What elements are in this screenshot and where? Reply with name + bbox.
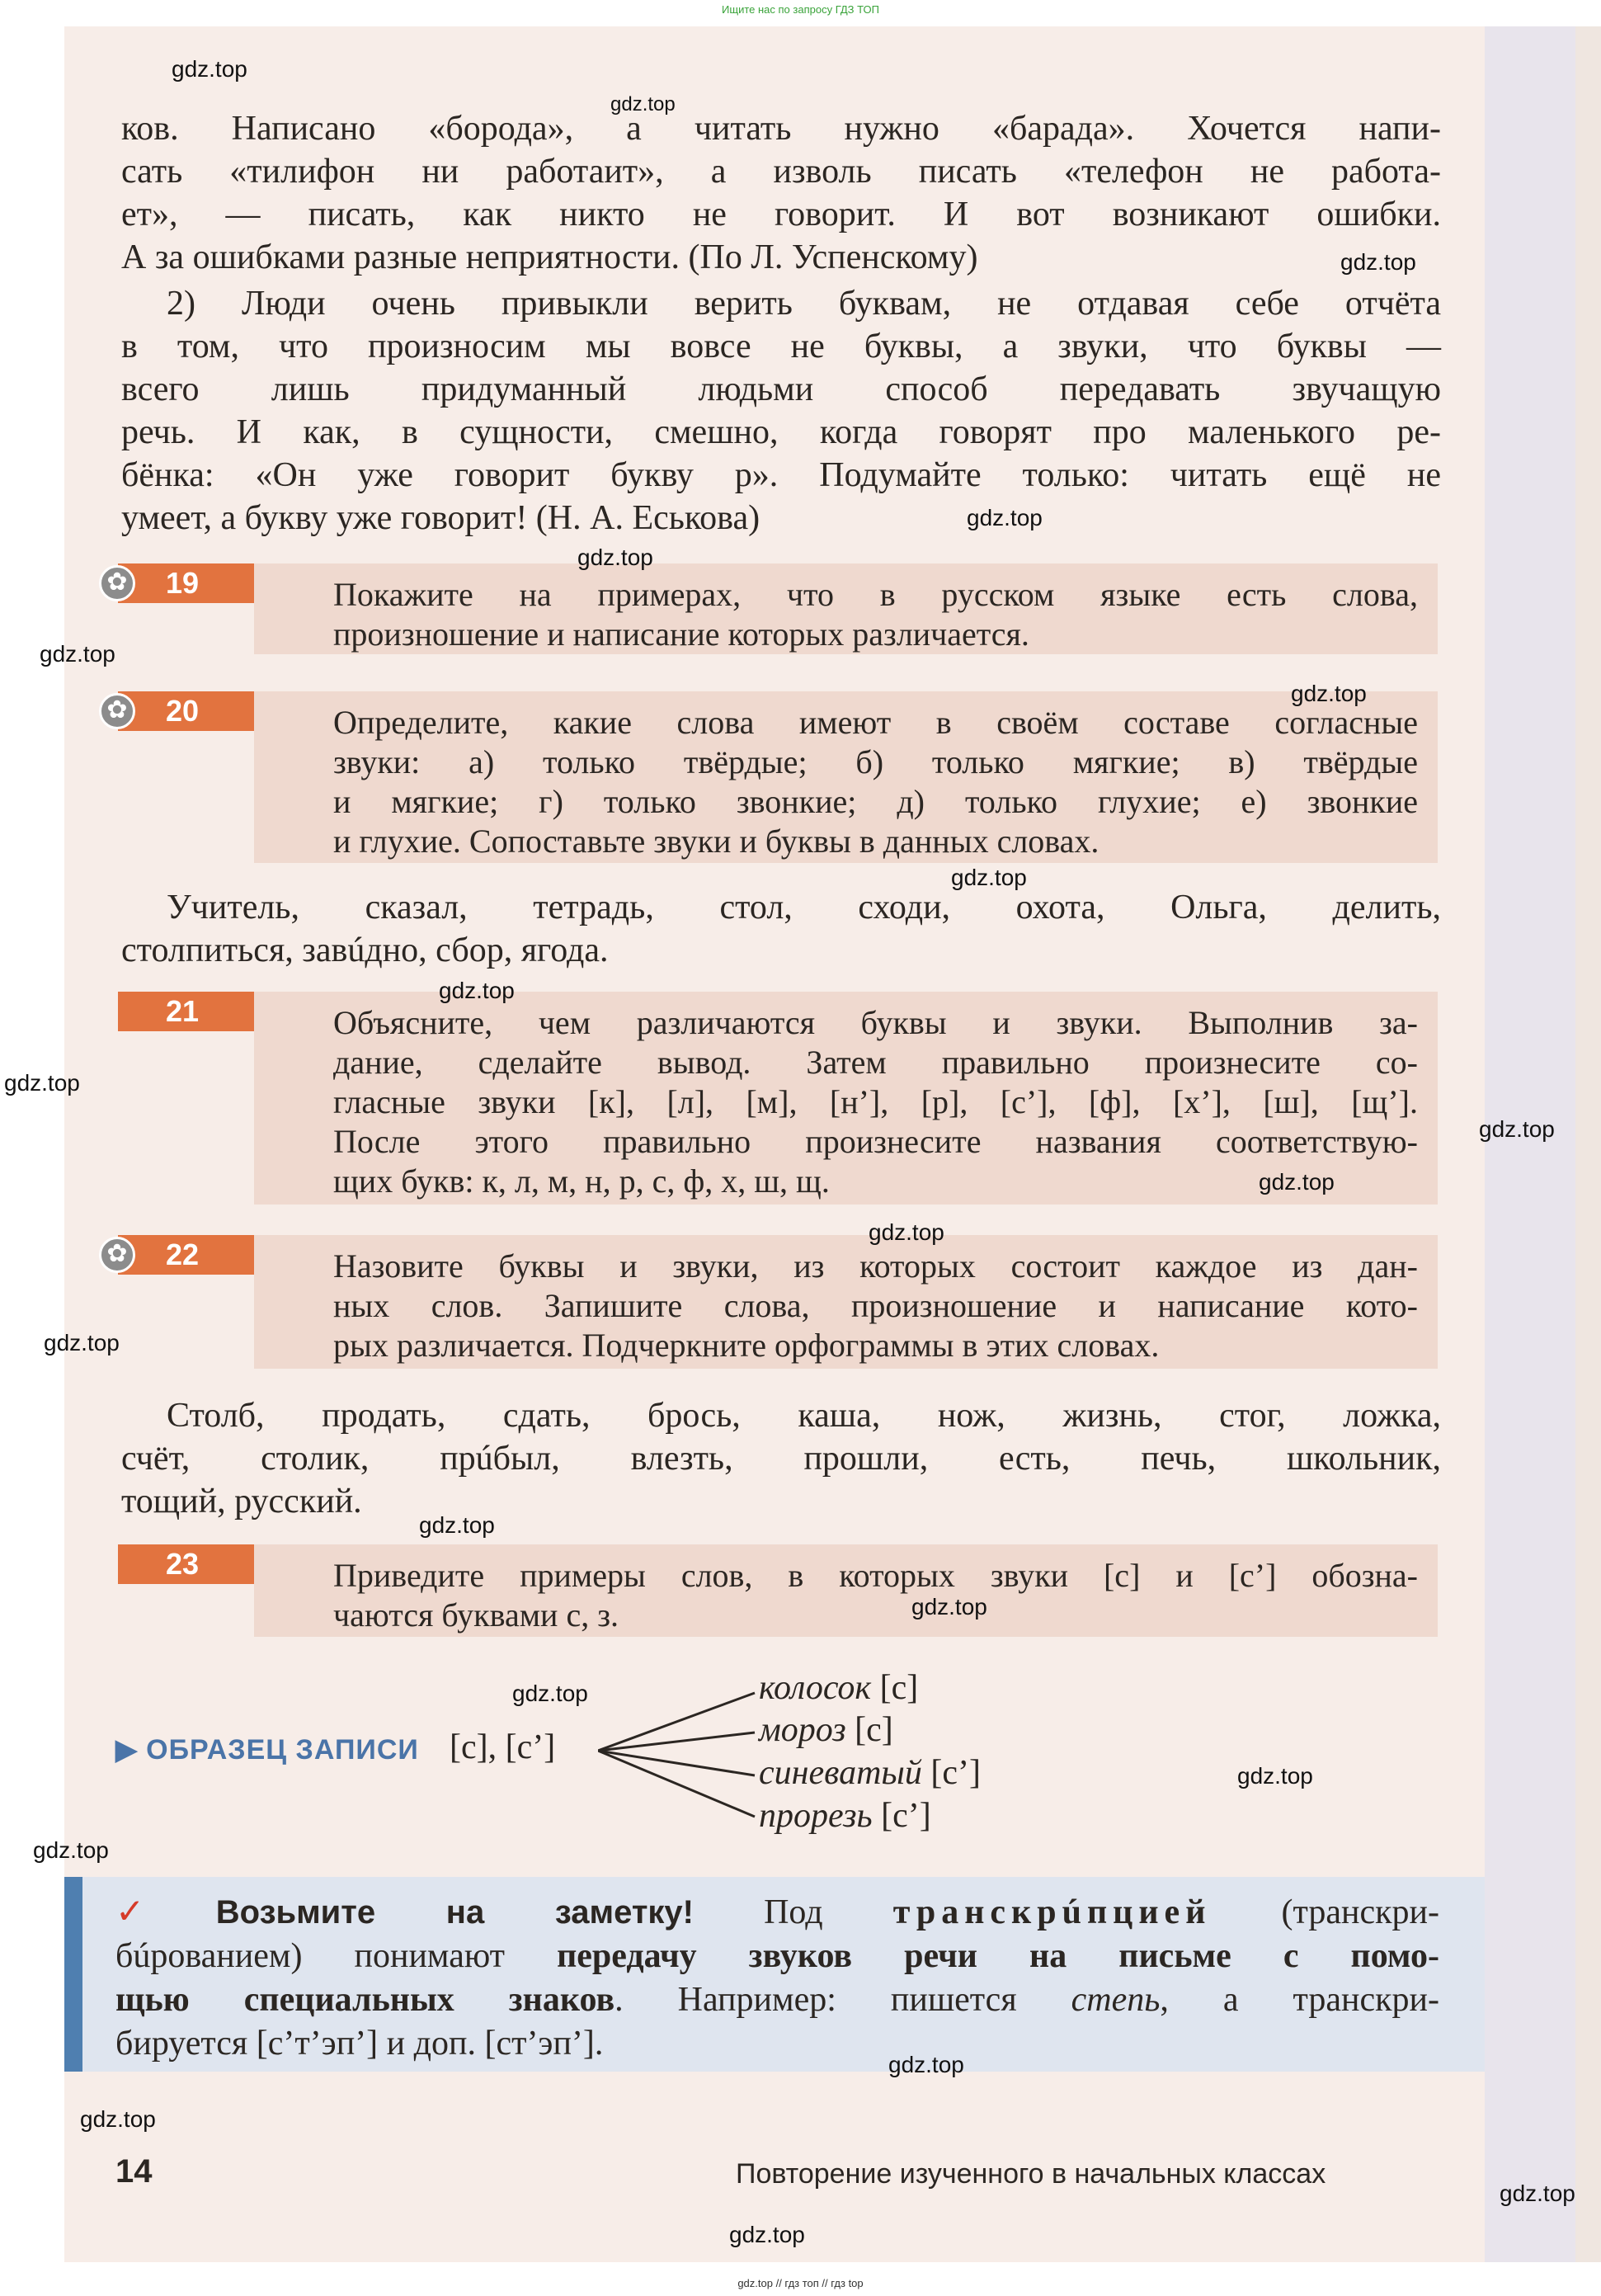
- watermark: gdz.top: [951, 865, 1027, 890]
- task-19: [254, 563, 1438, 654]
- watermark: gdz.top: [439, 978, 515, 1003]
- text-line: в том, что произносим мы вовсе не буквы, а звуки, что буквы —: [121, 328, 1441, 365]
- sample-word: мороз [с]: [759, 1711, 893, 1749]
- watermark: gdz.top: [33, 1837, 109, 1863]
- task-line: Определите, какие слова имеют в своём составе согласные: [333, 704, 1418, 741]
- task-line: гласные звуки [к], [л], [м], [н’], [р], [с’], [ф], [х’], [ш], [щ’].: [333, 1083, 1418, 1120]
- text-line: столпиться, завúдно, сбор, ягода.: [121, 931, 609, 969]
- sample-word: колосок [с]: [759, 1669, 919, 1707]
- text-line: счёт, столик, прúбыл, влезть, прошли, есть, печь, школьник,: [121, 1440, 1441, 1478]
- note-text: [115, 1889, 1439, 2066]
- watermark: gdz.top: [1291, 681, 1367, 706]
- task-line: Назовите буквы и звуки, из которых состоит каждое из дан-: [333, 1247, 1418, 1285]
- text-line: бёнка: «Он уже говорит букву р». Подумайте только: читать ещё не: [121, 456, 1441, 494]
- task-number-22: 22: [118, 1235, 254, 1275]
- watermark: gdz.top: [729, 2222, 805, 2247]
- task-line: Объясните, чем различаются буквы и звуки. Выполнив за-: [333, 1004, 1418, 1041]
- task-line: рых различается. Подчеркните орфограммы в этих словах.: [333, 1327, 1160, 1364]
- task-line: и мягкие; г) только звонкие; д) только глухие; е) звонкие: [333, 783, 1418, 820]
- watermark: gdz.top: [1259, 1169, 1335, 1195]
- text-line: речь. И как, в сущности, смешно, когда говорят про маленького ре-: [121, 413, 1441, 451]
- bottom-banner: gdz.top // гдз топ // гдз top: [737, 2277, 864, 2289]
- text-line: всего лишь придуманный людьми способ передавать звучащую: [121, 370, 1441, 408]
- page-edge: [1575, 26, 1601, 2262]
- watermark: gdz.top: [577, 545, 653, 570]
- text-line: ет», — писать, как никто не говорит. И вот возникают ошибки.: [121, 196, 1441, 233]
- top-banner: Ищите нас по запросу ГДЗ ТОП: [722, 3, 879, 16]
- text-line: 2) Люди очень привыкли верить буквам, не отдавая себе отчёта: [167, 285, 1441, 323]
- task-line: Покажите на примерах, что в русском языке есть слова,: [333, 576, 1418, 613]
- task-line: произношение и написание которых различается.: [333, 615, 1029, 653]
- task-line: звуки: а) только твёрдые; б) только мягкие; в) твёрдые: [333, 743, 1418, 780]
- section-title: Повторение изученного в начальных классах: [736, 2158, 1326, 2190]
- note-line: бируется [с’т’эп’] и доп. [ст’эп’].: [115, 2025, 604, 2063]
- note-line: щью специальных знаков. Например: пишется степь, а транскри-: [115, 1981, 1439, 2019]
- flower-icon: ✿: [99, 565, 135, 601]
- task-line: Приведите примеры слов, в которых звуки [с] и [с’] обозна-: [333, 1557, 1418, 1594]
- intro-paragraph: [121, 107, 1441, 279]
- sample-word: прорезь [с’]: [759, 1797, 931, 1835]
- task-22: [254, 1235, 1438, 1369]
- watermark: gdz.top: [1479, 1116, 1555, 1142]
- watermark: gdz.top: [4, 1070, 80, 1096]
- text-line: ков. Написано «борода», а читать нужно «барада». Хочется напи-: [121, 110, 1441, 148]
- watermark: gdz.top: [1340, 249, 1416, 275]
- watermark: gdz.top: [1500, 2180, 1575, 2206]
- sample-word: синеватый [с’]: [759, 1754, 981, 1792]
- text-line: тощий, русский.: [121, 1483, 362, 1520]
- task-line: чаются буквами с, з.: [333, 1596, 619, 1634]
- flower-icon: ✿: [99, 1237, 135, 1273]
- task-22-words: [121, 1394, 1441, 1523]
- note-heading: Возьмите на заметку!: [215, 1894, 694, 1931]
- checkmark-icon: ✓: [115, 1891, 206, 1931]
- task-line: и глухие. Сопоставьте звуки и буквы в данных словах.: [333, 823, 1100, 860]
- task-20: [254, 691, 1438, 863]
- watermark: gdz.top: [610, 93, 676, 116]
- watermark: gdz.top: [512, 1681, 588, 1706]
- task-number-23: 23: [118, 1544, 254, 1584]
- task-line: щих букв: к, л, м, н, р, с, ф, х, ш, щ.: [333, 1162, 830, 1200]
- branch-lines: [598, 1675, 763, 1840]
- task-line: дание, сделайте вывод. Затем правильно произнесите со-: [333, 1044, 1418, 1081]
- watermark: gdz.top: [869, 1219, 944, 1245]
- watermark: gdz.top: [967, 505, 1043, 530]
- text-line: Столб, продать, сдать, брось, каша, нож, жизнь, стог, ложка,: [167, 1397, 1441, 1435]
- sample-label: [115, 1733, 419, 1766]
- task-23: [254, 1544, 1438, 1637]
- watermark: gdz.top: [80, 2106, 156, 2132]
- page-margin-strip: [1485, 26, 1575, 2262]
- watermark: gdz.top: [1237, 1763, 1313, 1789]
- watermark: gdz.top: [44, 1330, 120, 1355]
- task-20-words: [121, 886, 1441, 972]
- task-number-20: 20: [118, 691, 254, 731]
- text-line: А за ошибками разные неприятности. (По Л. Успенскому): [121, 238, 978, 276]
- text-line: умеет, а букву уже говорит! (Н. А. Еськова): [121, 499, 760, 537]
- text-line: Учитель, сказал, тетрадь, стол, сходи, охота, Ольга, делить,: [167, 889, 1441, 926]
- watermark: gdz.top: [419, 1512, 495, 1538]
- watermark: gdz.top: [888, 2052, 964, 2077]
- sample-sounds: [с], [с’]: [450, 1728, 556, 1766]
- page-number: 14: [115, 2153, 153, 2190]
- watermark: gdz.top: [172, 56, 247, 82]
- task-line: ных слов. Запишите слова, произношение и написание кото-: [333, 1287, 1418, 1324]
- paragraph-2: [121, 282, 1441, 540]
- watermark: gdz.top: [40, 641, 115, 667]
- sample-label-text: ОБРАЗЕЦ ЗАПИСИ: [146, 1734, 419, 1766]
- flower-icon: ✿: [99, 693, 135, 729]
- note-line: бúрованием) понимают передачу звуков речи на письме с помо-: [115, 1937, 1439, 1975]
- task-number-19: 19: [118, 563, 254, 603]
- task-line: После этого правильно произнесите названия соответствую-: [333, 1123, 1418, 1160]
- triangle-icon: ▶: [115, 1734, 139, 1766]
- text-line: сать «тилифон ни работаит», а изволь писать «телефон не работа-: [121, 153, 1441, 191]
- note-line: ✓ Возьмите на заметку! Под транскрúпцией (транскри-: [115, 1891, 1439, 1931]
- task-number-21: 21: [118, 992, 254, 1031]
- watermark: gdz.top: [911, 1594, 987, 1619]
